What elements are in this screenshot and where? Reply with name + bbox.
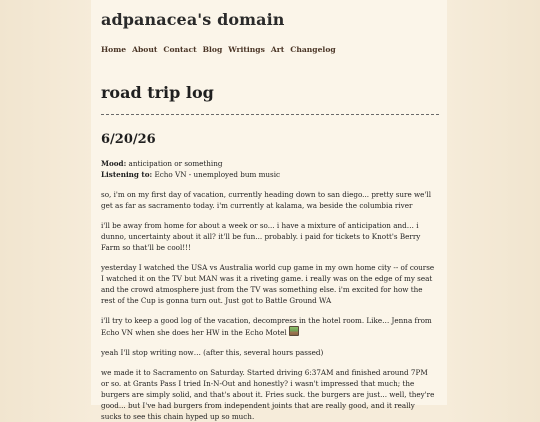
nav-changelog[interactable]: Changelog: [290, 45, 336, 54]
entry-paragraph-4: [101, 315, 437, 338]
nav-home[interactable]: Home: [101, 45, 127, 54]
page-title: road trip log: [101, 83, 214, 102]
mood-value: anticipation or something: [128, 159, 223, 168]
entry-paragraph-6: we made it to Sacramento on Saturday. Started driving 6:37AM and finished around 7PM or so. at Grants Pass I tried In-N-Out and honestly? i wasn't impressed that much; the burgers are simply solid, and that's about it. Fries suck. the burgers are just... well, they're good... but I've had burgers from independent joints that are really good, and it really sucks to see this chain hyped up so much.: [101, 368, 435, 421]
listening-line: [101, 170, 439, 181]
entry-paragraph-3: yesterday I watched the USA vs Australia world cup game in my own home city -- of course I watched it on the TV but MAN was it a riveting game. i really was on the edge of my seat and the crowd atmosphere just from the TV was something else. i'm excited for how the rest of the Cup is gonna turn out. Just got to Battle Ground WA: [101, 263, 435, 305]
nav-writings[interactable]: Writings: [228, 45, 265, 54]
nav-about[interactable]: About: [132, 45, 158, 54]
listening-value: Echo VN - unemployed bum music: [154, 169, 281, 179]
motel-sign-icon: [289, 326, 299, 336]
mood-line: [101, 159, 439, 170]
title-divider: [101, 114, 439, 115]
entry-date: 6/20/26: [101, 132, 156, 147]
site-title[interactable]: adpanacea's domain: [101, 10, 285, 29]
entry-paragraph-4-text: i'll try to keep a good log of the vacation, decompress in the hotel room. Like… Jenna from Echo VN when she does her HW in the Echo Motel: [101, 316, 432, 337]
main-nav: [101, 45, 439, 54]
entry-paragraph-1: so, i'm on my first day of vacation, currently heading down to san diego... pretty sure we'll get as far as sacramento today. i'm currently at kalama, wa beside the columbia river: [101, 190, 432, 210]
entry-paragraph-5: yeah I'll stop writing now… (after this, several hours passed): [101, 348, 324, 357]
page-content: [91, 0, 447, 422]
listening-label: Listening to:: [101, 169, 153, 179]
mood-label: Mood:: [101, 159, 127, 168]
nav-contact[interactable]: Contact: [163, 45, 197, 54]
entry-paragraph-2: i'll be away from home for about a week or so... i have a mixture of anticipation and… i dunno, uncertainty about it all? it'll be fun... probably. i paid for tickets to Knott's Berry Farm so that'll be cool!!!: [101, 221, 421, 252]
nav-art[interactable]: Art: [270, 45, 285, 54]
page-column: [91, 0, 447, 421]
entry-meta: [101, 159, 439, 180]
nav-blog[interactable]: Blog: [202, 45, 223, 54]
